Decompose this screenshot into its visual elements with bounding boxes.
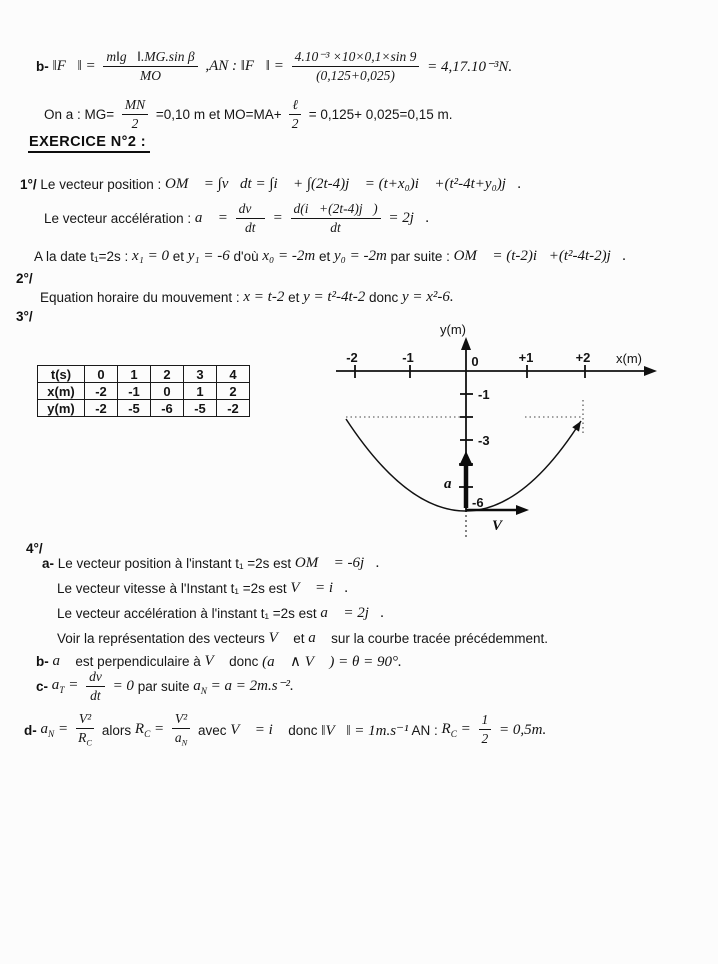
fraction-dv-dt: $\frac{dv⃗}{dt}$	[236, 202, 265, 235]
velocity-norm: ‖V⃗‖ = 1m.s⁻¹	[321, 722, 409, 739]
line-q2-equation: Equation horaire du mouvement : x = t-2 et y = t²-4t-2 donc y = x²-6.	[40, 289, 454, 305]
normal-acceleration-result: = a = 2m.s⁻².	[206, 678, 294, 695]
table-cell: -5	[184, 400, 217, 417]
fraction-dv-dt-2: $\frac{dv}{dt}$	[86, 670, 105, 703]
table-row	[38, 400, 250, 417]
formula-line-b	[36, 50, 512, 83]
force-result: = 4,17.10⁻³N.	[423, 59, 513, 76]
table-cell: 2	[151, 366, 184, 383]
label-q2: 2°/	[16, 271, 33, 286]
x-tick-label: -2	[346, 350, 358, 365]
fraction-mg-sin: $\frac{\text{m‖g⃗‖.MG.sin β}}{MO}$	[103, 50, 197, 83]
line-q4b-perpendicular: b- a⃗ est perpendiculaire à V⃗ donc (a⃗ ∧ V⃗ ) = θ = 90°.	[36, 653, 402, 670]
trajectory-equation: y = x²-6.	[401, 289, 454, 305]
table-cell: 3	[184, 366, 217, 383]
line-q4d-radius: d- $a_N$ = $\frac{\text{V²}}{R_C}$ alors $R_C$ = $\frac{\text{V²}}{a_N}$ avec V⃗ = i⃗ donc ‖V⃗‖ = 1m.s⁻¹ AN : $R_C$ = $\frac{1}{2}$ = 0,5m.	[24, 711, 547, 748]
x-tick-label: +2	[575, 350, 591, 365]
row-header-x: x(m)	[38, 383, 85, 400]
radius-result: = 0,5m.	[495, 721, 547, 738]
table-cell: 4	[217, 366, 250, 383]
table-cell: -2	[85, 383, 118, 400]
trajectory-graph	[320, 322, 670, 550]
line-q1-position: 1°/ Le vecteur position : OM⃗ = ∫v⃗dt = ∫i⃗ + ∫(2t-4)j⃗ = (t+x₀)i⃗ +(t²-4t+y₀)j⃗.	[20, 176, 522, 192]
on-a-pre: On a : MG=	[44, 107, 118, 123]
item-label-b: b-	[36, 59, 53, 75]
label-q3: 3°/	[16, 309, 33, 324]
line-q4a-position: a- Le vecteur position à l'instant t₁ =2s est OM⃗ = -6j⃗.	[42, 555, 380, 571]
x-axis-arrowhead	[644, 366, 657, 376]
table-cell: 0	[151, 383, 184, 400]
table-cell: -6	[151, 400, 184, 417]
line-q1-acceleration: Le vecteur accélération : a⃗ = $\frac{dv⃗}{dt}$ = $\frac{d(i⃗+(2t-4)j⃗)}{dt}$ = 2j⃗.	[44, 201, 430, 235]
row-header-y: y(m)	[38, 400, 85, 417]
norm-f-lhs: ‖F⃗‖ =	[52, 58, 100, 75]
vector-a-arrowhead	[459, 451, 473, 466]
table-cell: -5	[118, 400, 151, 417]
fraction-v2-rc: $\frac{\text{V²}}{R_C}$	[76, 712, 94, 748]
fraction-derivative: $\frac{d(i⃗+(2t-4)j⃗)}{dt}$	[291, 202, 381, 235]
line-q4a-velocity: Le vecteur vitesse à l'Instant t₁ =2s est V⃗ = i⃗.	[57, 580, 349, 596]
x-axis-label: x(m)	[616, 351, 642, 366]
y-tick-label: -3	[478, 433, 490, 448]
on-a-mid: =0,10 m et MO=MA+	[152, 107, 286, 123]
vector-v-arrowhead	[516, 505, 529, 515]
x-tick-label: -1	[402, 350, 414, 365]
y-axis-label: y(m)	[440, 322, 466, 337]
table-cell: -2	[85, 400, 118, 417]
vector-a-label: a⃗	[444, 476, 464, 492]
y-tick-label: -6	[472, 495, 484, 510]
x-tick-label: +1	[518, 350, 534, 365]
item-label-1: 1°/	[20, 177, 41, 192]
fraction-1-2: $\frac{1}{2}$	[479, 713, 492, 746]
position-vector-math: OM⃗ = ∫v⃗dt = ∫i⃗ + ∫(2t-4)j⃗ = (t+x₀)i⃗ +(t²-4t+y₀)j⃗.	[165, 176, 522, 192]
fraction-v2-an: $\frac{\text{V²}}{a_N}$	[172, 712, 190, 748]
fraction-l-2: $\frac{\text{ℓ}}{2}$	[289, 98, 301, 131]
label-q4: 4°/	[26, 541, 43, 556]
curve-arrowhead	[572, 419, 584, 432]
table-cell: 0	[85, 366, 118, 383]
origin-label: 0	[471, 354, 479, 369]
line-on-a	[44, 98, 452, 131]
row-header-t: t(s)	[38, 366, 85, 383]
table-row	[38, 383, 250, 400]
table-cell: -1	[118, 383, 151, 400]
table-row	[38, 366, 250, 383]
line-q4a-see-curve: Voir la représentation des vecteurs V⃗ et a⃗ sur la courbe tracée précédemment.	[57, 630, 549, 646]
line-q4c-tangential: c- $a_T$ = $\frac{dv}{dt}$ = 0 par suite $a_N = a = 2m.s^{-2}$.	[36, 669, 294, 703]
angle-result: (a⃗ ∧ V⃗ ) = θ = 90°.	[262, 654, 402, 670]
exercise-2-heading: EXERCICE N°2 :	[28, 134, 150, 153]
om-final-expression: OM⃗ = (t-2)i⃗+(t²-4t-2)j⃗.	[453, 248, 627, 264]
table-cell: -2	[217, 400, 250, 417]
table-cell: 1	[118, 366, 151, 383]
an-separator: ,AN : ‖F⃗‖ =	[201, 58, 288, 75]
line-q1-initial-conditions: A la date t₁=2s : x₁ = 0 et y₁ = -6 d'où x₀ = -2m et y₀ = -2m par suite : OM⃗ = (t-2)i⃗+(t²-4t-2)j⃗.	[34, 248, 627, 264]
table-cell: 2	[217, 383, 250, 400]
line-q4a-acceleration: Le vecteur accélération à l'instant t₁ =2s est a⃗ = 2j⃗.	[57, 605, 385, 621]
table-cell: 1	[184, 383, 217, 400]
data-table	[37, 365, 250, 417]
y-axis-arrowhead	[461, 337, 471, 350]
on-a-post: = 0,125+ 0,025=0,15 m.	[304, 107, 453, 123]
vector-v-label: V⃗	[492, 518, 514, 534]
acceleration-result: = 2j⃗.	[384, 210, 430, 227]
y-tick-label: -1	[478, 387, 490, 402]
fraction-mn-2: $\frac{MN}{2}$	[122, 98, 148, 131]
fraction-numeric-application: $\frac{\text{4.10⁻³ ×10×0,1×sin 9}}{(0,125+0,025)}$	[292, 50, 420, 83]
